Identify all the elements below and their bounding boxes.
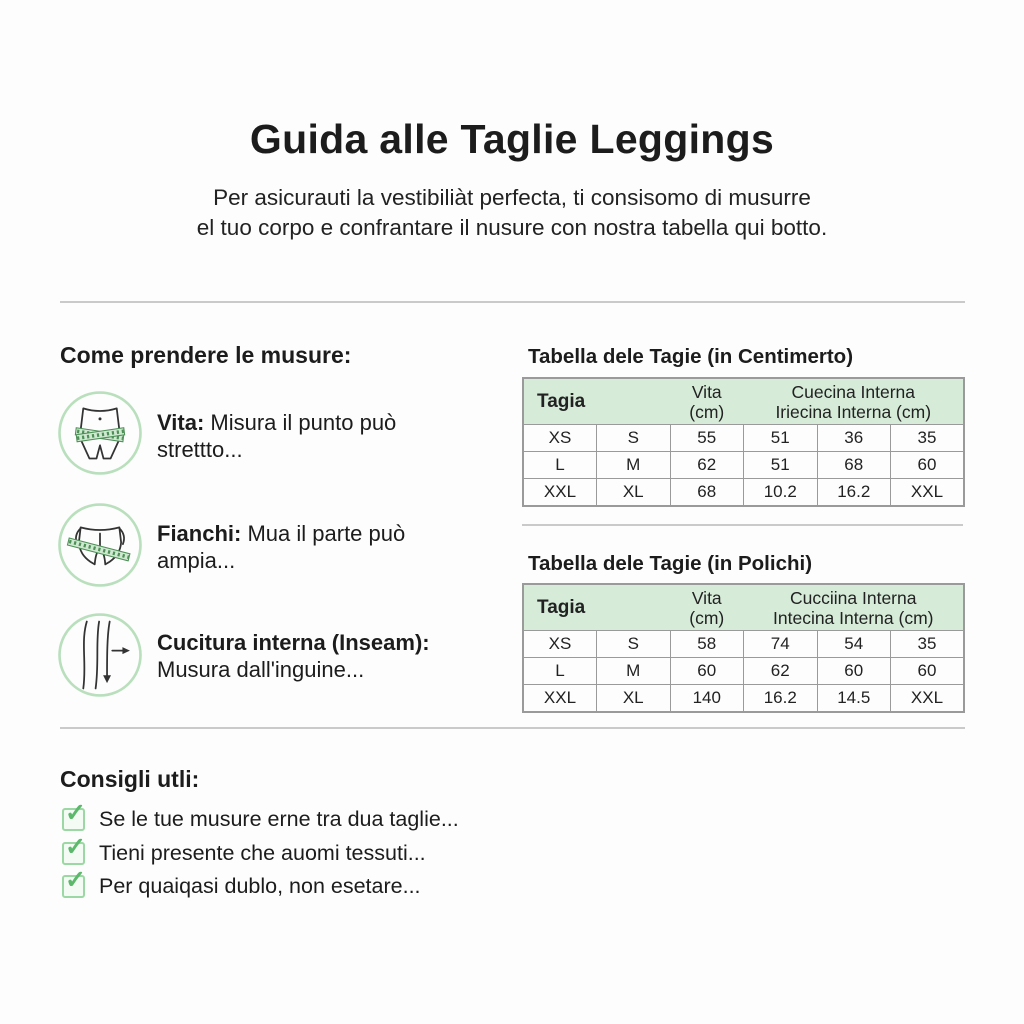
tip-text: Se le tue musure erne tra dua taglie...: [99, 807, 459, 832]
table-cell: XS: [523, 425, 597, 452]
measure-item-text: Misura il punto può strettto...: [157, 410, 397, 462]
tip-item: [62, 866, 459, 904]
measure-item-inseam: [157, 630, 487, 683]
divider: [522, 524, 963, 526]
table-cell: XL: [597, 479, 671, 507]
table-cell: 51: [744, 425, 818, 452]
table-cell: 55: [670, 425, 744, 452]
measure-item-vita: [157, 410, 487, 463]
header-cell-vita: Vita (cm): [670, 378, 744, 425]
table-row: [523, 425, 964, 452]
page-title: Guida alle Taglie Leggings: [249, 116, 775, 162]
divider: [60, 301, 965, 303]
table-row: [523, 658, 964, 685]
table-cell: 62: [744, 658, 818, 685]
table-cell: 60: [670, 658, 744, 685]
tip-text: Tieni presente che auomi tessuti...: [99, 840, 426, 865]
header-cell-inseam: Cuecina Interna Iriecina Interna (cm): [744, 378, 965, 425]
subtitle-line-2: el tuo corpo e confrantare il nusure con nostra tabella qui botto.: [196, 214, 828, 240]
inseam-measure-icon: [56, 611, 144, 699]
table-cell: 68: [817, 452, 891, 479]
tip-item: [62, 799, 459, 837]
table-header-row: [523, 378, 964, 425]
checkbox-checked-icon: ✓: [62, 875, 85, 898]
divider: [60, 727, 965, 729]
table-cell: 74: [744, 631, 818, 658]
header-cell-size: Tagia: [523, 378, 670, 425]
measure-item-label: Fianchi:: [157, 521, 242, 546]
hips-measure-icon: [56, 501, 144, 589]
tip-item: [62, 832, 459, 871]
table-cell: 16.2: [817, 479, 891, 507]
table-cell: M: [597, 658, 671, 685]
header-cell-size: Tagia: [523, 584, 670, 631]
table-cell: 10.2: [744, 479, 818, 507]
measure-item-fianchi: [157, 521, 437, 574]
table-header-row: [523, 584, 964, 631]
table-row: [523, 479, 964, 507]
table-cell: M: [597, 452, 671, 479]
header-cell-inseam: Cucciina Interna Intecina Interna (cm): [744, 584, 965, 631]
table-cell: XXL: [523, 685, 597, 713]
table-cell: 62: [670, 452, 744, 479]
table-cell: XL: [597, 685, 671, 713]
tips-list: [62, 799, 459, 904]
table-cell: 60: [891, 452, 965, 479]
table-cell: 51: [744, 452, 818, 479]
table-cell: 14.5: [817, 685, 891, 713]
table-cell: L: [523, 452, 597, 479]
table-row: [523, 631, 964, 658]
measure-item-label: Cucitura interna (Inseam):: [157, 630, 430, 655]
table-cell: 60: [817, 658, 891, 685]
waist-measure-icon: [56, 389, 144, 477]
table-cell: XS: [523, 631, 597, 658]
table-row: [523, 685, 964, 713]
table-cell: 58: [670, 631, 744, 658]
table-cell: 35: [891, 631, 965, 658]
table-row: [523, 452, 964, 479]
measure-item-label: Vita:: [157, 410, 205, 435]
measure-item-text: Mua il parte può ampia...: [157, 521, 406, 573]
size-table-inches: [522, 583, 965, 713]
table-cell: S: [597, 425, 671, 452]
table-cell: XXL: [523, 479, 597, 507]
checkbox-checked-icon: ✓: [62, 842, 85, 865]
table-cell: L: [523, 658, 597, 685]
table-cell: XXL: [891, 685, 965, 713]
table-cell: 68: [670, 479, 744, 507]
page-subtitle: [0, 183, 1024, 242]
size-table-cm: [522, 377, 965, 507]
table-cell: 60: [891, 658, 965, 685]
table-cell: 16.2: [744, 685, 818, 713]
tip-text: Per quaiqasi dublo, non esetare...: [99, 874, 421, 899]
header-cell-vita: Vita (cm): [670, 584, 744, 631]
table-cell: XXL: [891, 479, 965, 507]
table-cell: 35: [891, 425, 965, 452]
table-cell: 36: [817, 425, 891, 452]
measure-item-text: Musura dall'inguine...: [157, 656, 365, 682]
measure-section-heading: Come prendere le musure:: [60, 342, 352, 368]
table-cell: 54: [817, 631, 891, 658]
table-cell: 140: [670, 685, 744, 713]
table-title-inches: Tabella dele Tagie (in Polichi): [528, 552, 813, 575]
tips-heading: Consigli utli:: [60, 766, 200, 792]
table-cell: S: [597, 631, 671, 658]
subtitle-line-1: Per asicurauti la vestibiliàt perfecta, ti consisomo di musurre: [213, 185, 811, 210]
table-title-cm: Tabella dele Tagie (in Centimerto): [528, 345, 854, 368]
checkbox-checked-icon: ✓: [62, 808, 85, 831]
